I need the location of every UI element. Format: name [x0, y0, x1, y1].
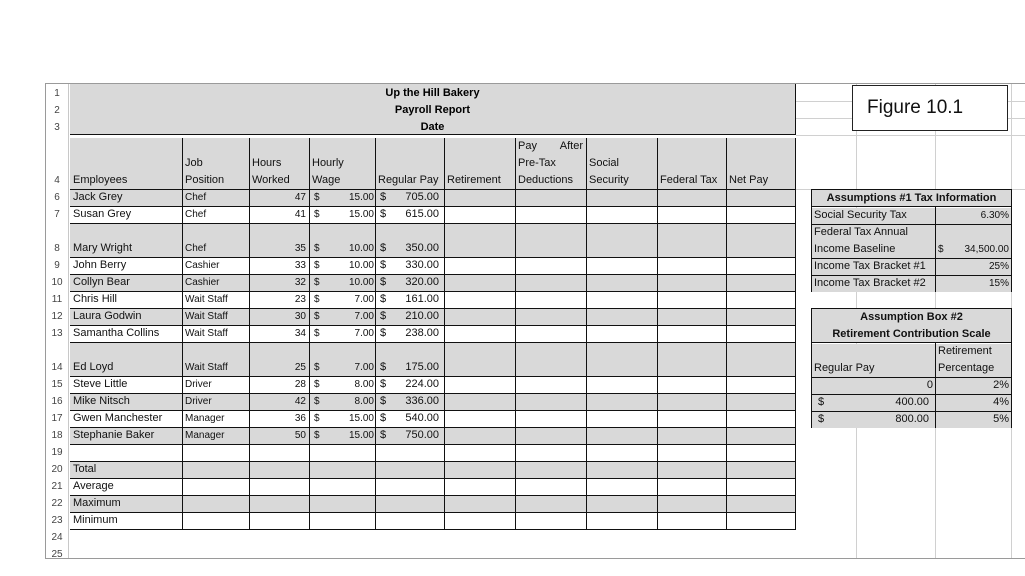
wage-currency: $ [314, 294, 320, 305]
employee-regular-pay[interactable]: 175.00 [405, 361, 439, 373]
employee-hours[interactable]: 41 [294, 209, 306, 220]
assumptions-tax-box [811, 189, 1012, 292]
grid-line [70, 495, 796, 496]
assumptions-retirement-box [811, 308, 1012, 428]
employee-position[interactable]: Driver [185, 379, 212, 390]
employee-regular-pay[interactable]: 336.00 [405, 395, 439, 407]
grid-line [70, 444, 796, 445]
employee-position[interactable]: Wait Staff [185, 328, 228, 339]
employee-name[interactable]: Samantha Collins [73, 327, 160, 339]
employee-hours[interactable]: 42 [294, 396, 306, 407]
wage-currency: $ [314, 379, 320, 390]
wage-currency: $ [314, 243, 320, 254]
employee-position[interactable]: Manager [185, 430, 225, 441]
employee-hours[interactable]: 35 [294, 243, 306, 254]
pay-currency: $ [380, 327, 387, 339]
grid-line [70, 427, 796, 428]
grid-line [795, 138, 796, 529]
grid-line [309, 138, 310, 529]
retirement-pct-1[interactable]: 4% [993, 396, 1009, 408]
retirement-col-pay: Regular Pay [814, 362, 875, 374]
employee-name[interactable]: Steve Little [73, 378, 128, 390]
employee-wage[interactable]: 10.00 [348, 277, 374, 288]
employee-wage[interactable]: 10.00 [348, 243, 374, 254]
wage-currency: $ [314, 209, 320, 220]
bracket2-value[interactable]: 15% [988, 278, 1009, 289]
bracket1-value[interactable]: 25% [988, 261, 1009, 272]
employee-hours[interactable]: 47 [294, 192, 306, 203]
grid-line [444, 138, 445, 529]
employee-regular-pay[interactable]: 540.00 [405, 412, 439, 424]
assumptions-retirement-title-2: Retirement Contribution Scale [832, 328, 991, 340]
row-number: 13 [51, 328, 63, 339]
grid-line [515, 138, 516, 529]
wage-currency: $ [314, 192, 320, 203]
row-number: 19 [51, 447, 63, 458]
retirement-currency-2: $ [818, 413, 825, 425]
row-number: 14 [51, 362, 63, 373]
bracket2-label: Income Tax Bracket #2 [814, 277, 926, 289]
wage-currency: $ [314, 311, 320, 322]
employee-regular-pay[interactable]: 224.00 [405, 378, 439, 390]
summary-label: Maximum [73, 497, 121, 509]
employee-name[interactable]: Ed Loyd [73, 361, 114, 373]
employee-wage[interactable]: 7.00 [354, 362, 374, 373]
summary-label: Minimum [73, 514, 118, 526]
grid-line [586, 138, 587, 529]
employee-name[interactable]: Mary Wright [73, 242, 133, 254]
employee-regular-pay[interactable]: 615.00 [405, 208, 439, 220]
employee-position[interactable]: Wait Staff [185, 311, 228, 322]
row-number: 1 [54, 88, 60, 99]
grid-line [70, 291, 796, 292]
row-number: 2 [54, 105, 60, 116]
pay-currency: $ [380, 242, 387, 254]
grid-line [249, 138, 250, 529]
grid-line [70, 257, 796, 258]
fed-tax-label-1: Federal Tax Annual [814, 226, 908, 238]
employee-hours[interactable]: 50 [294, 430, 306, 441]
grid-line [657, 138, 658, 529]
employee-wage[interactable]: 8.00 [354, 379, 374, 390]
row-number: 18 [51, 430, 63, 441]
assumptions-retirement-title-1: Assumption Box #2 [860, 311, 963, 323]
report-date-label: Date [420, 121, 445, 133]
grid-line [70, 410, 796, 411]
header-after-1b: After [559, 140, 583, 152]
fed-currency: $ [938, 244, 944, 255]
employee-wage[interactable]: 7.00 [354, 328, 374, 339]
employee-name[interactable]: Jack Grey [73, 191, 123, 203]
retirement-pay-2[interactable]: 800.00 [895, 413, 929, 425]
employee-hours[interactable]: 30 [294, 311, 306, 322]
employee-hours[interactable]: 23 [294, 294, 306, 305]
row-number: 7 [54, 209, 60, 220]
grid-line [375, 138, 376, 529]
grid-line [70, 325, 796, 326]
employee-wage[interactable]: 7.00 [354, 294, 374, 305]
employee-name[interactable]: Mike Nitsch [73, 395, 130, 407]
pay-currency: $ [380, 276, 387, 288]
retirement-pay-0[interactable]: 0 [926, 379, 933, 391]
row-number: 8 [54, 243, 60, 254]
employee-regular-pay[interactable]: 238.00 [405, 327, 439, 339]
retirement-currency-1: $ [818, 396, 825, 408]
header-hours-1: Hours [252, 157, 282, 169]
grid-line [70, 461, 796, 462]
employee-position[interactable]: Chef [185, 243, 207, 254]
row-number: 24 [51, 532, 63, 543]
grid-line [70, 376, 796, 377]
fed-tax-label-2: Income Baseline [814, 243, 896, 255]
employee-hours[interactable]: 28 [294, 379, 306, 390]
employee-name[interactable]: Laura Godwin [73, 310, 142, 322]
header-net-pay: Net Pay [729, 174, 769, 186]
wage-currency: $ [314, 413, 320, 424]
grid-line [70, 308, 796, 309]
wage-currency: $ [314, 328, 320, 339]
pay-currency: $ [380, 412, 387, 424]
header-wage-1: Hourly [312, 157, 344, 169]
header-job-1: Job [185, 157, 203, 169]
header-federal-tax: Federal Tax [660, 174, 718, 186]
grid-line [70, 189, 796, 190]
employee-regular-pay[interactable]: 330.00 [405, 259, 439, 271]
header-after-1: Pay [518, 140, 537, 152]
pay-currency: $ [380, 361, 387, 373]
wage-currency: $ [314, 362, 320, 373]
employee-hours[interactable]: 33 [294, 260, 306, 271]
employee-name[interactable]: Gwen Manchester [73, 412, 163, 424]
retirement-pct-2[interactable]: 5% [993, 413, 1009, 425]
employee-regular-pay[interactable]: 350.00 [405, 242, 439, 254]
employee-wage[interactable]: 15.00 [348, 430, 374, 441]
row-number: 17 [51, 413, 63, 424]
employee-position[interactable]: Wait Staff [185, 294, 228, 305]
company-name: Up the Hill Bakery [385, 87, 480, 99]
header-retirement: Retirement [447, 174, 501, 186]
employee-regular-pay[interactable]: 161.00 [405, 293, 439, 305]
retirement-col-pct-2: Percentage [938, 362, 995, 374]
retirement-col-pct-1: Retirement [938, 345, 992, 357]
row-number: 20 [51, 464, 63, 475]
employee-regular-pay[interactable]: 705.00 [405, 191, 439, 203]
row-number: 12 [51, 311, 63, 322]
payroll-table [70, 138, 797, 530]
employee-hours[interactable]: 25 [294, 362, 306, 373]
employee-position[interactable]: Cashier [185, 260, 220, 271]
employee-position[interactable]: Driver [185, 396, 212, 407]
grid-line [70, 274, 796, 275]
employee-regular-pay[interactable]: 210.00 [405, 310, 439, 322]
wage-currency: $ [314, 277, 320, 288]
row-header-divider [68, 84, 69, 558]
retirement-pct-0[interactable]: 2% [993, 379, 1009, 391]
header-ss-1: Social [589, 157, 619, 169]
gridline [796, 135, 1025, 136]
employee-position[interactable]: Cashier [185, 277, 220, 288]
header-employees: Employees [73, 174, 128, 186]
employee-wage[interactable]: 7.00 [354, 311, 374, 322]
employee-name[interactable]: Chris Hill [73, 293, 117, 305]
header-ss-2: Security [589, 174, 629, 186]
summary-label: Average [73, 480, 114, 492]
employee-name[interactable]: Collyn Bear [73, 276, 130, 288]
row-number: 23 [51, 515, 63, 526]
bracket1-label: Income Tax Bracket #1 [814, 260, 926, 272]
row-number: 4 [54, 175, 60, 186]
row-number: 11 [51, 294, 63, 305]
grid-line [70, 393, 796, 394]
employee-hours[interactable]: 32 [294, 277, 306, 288]
figure-label: Figure 10.1 [852, 85, 1008, 131]
header-job-2: Position [185, 174, 225, 186]
grid-line [70, 223, 796, 224]
title-band [70, 84, 796, 135]
employee-wage[interactable]: 10.00 [348, 260, 374, 271]
employee-name[interactable]: Stephanie Baker [73, 429, 155, 441]
header-hours-2: Worked [252, 174, 290, 186]
pay-currency: $ [380, 395, 387, 407]
pay-currency: $ [380, 293, 387, 305]
employee-regular-pay[interactable]: 320.00 [405, 276, 439, 288]
row-number: 3 [54, 122, 60, 133]
row-number: 22 [51, 498, 63, 509]
employee-name[interactable]: Susan Grey [73, 208, 132, 220]
grid-line [70, 512, 796, 513]
report-title: Payroll Report [394, 104, 471, 116]
fed-baseline-value[interactable]: 34,500.00 [964, 244, 1009, 255]
employee-position[interactable]: Chef [185, 192, 207, 203]
pay-currency: $ [380, 429, 387, 441]
row-number: 21 [51, 481, 63, 492]
employee-hours[interactable]: 36 [294, 413, 306, 424]
row-number: 9 [54, 260, 60, 271]
pay-currency: $ [380, 259, 387, 271]
header-after-3: Deductions [518, 174, 574, 186]
grid-line [70, 478, 796, 479]
grid-line [70, 206, 796, 207]
header-wage-2: Wage [312, 174, 341, 186]
header-after-2: Pre-Tax [518, 157, 556, 169]
summary-label: Total [73, 463, 97, 475]
employee-wage[interactable]: 8.00 [354, 396, 374, 407]
grid-line [70, 342, 796, 343]
grid-line [70, 529, 796, 530]
employee-wage[interactable]: 15.00 [348, 413, 374, 424]
employee-hours[interactable]: 34 [294, 328, 306, 339]
row-number: 6 [54, 192, 60, 203]
employee-name[interactable]: John Berry [73, 259, 127, 271]
row-number: 25 [51, 549, 63, 560]
spreadsheet [45, 83, 1025, 559]
row-number: 10 [51, 277, 63, 288]
employee-wage[interactable]: 15.00 [348, 192, 374, 203]
employee-position[interactable]: Wait Staff [185, 362, 228, 373]
employee-position[interactable]: Manager [185, 413, 225, 424]
grid-line [726, 138, 727, 529]
pay-currency: $ [380, 208, 387, 220]
employee-regular-pay[interactable]: 750.00 [405, 429, 439, 441]
grid-line [182, 138, 183, 189]
ss-tax-value[interactable]: 6.30% [980, 210, 1009, 221]
wage-currency: $ [314, 430, 320, 441]
employee-position[interactable]: Chef [185, 209, 207, 220]
pay-currency: $ [380, 191, 387, 203]
pay-currency: $ [380, 310, 387, 322]
header-regular-pay: Regular Pay [378, 174, 439, 186]
retirement-pay-1[interactable]: 400.00 [895, 396, 929, 408]
wage-currency: $ [314, 260, 320, 271]
row-number: 16 [51, 396, 63, 407]
employee-wage[interactable]: 15.00 [348, 209, 374, 220]
pay-currency: $ [380, 378, 387, 390]
wage-currency: $ [314, 396, 320, 407]
ss-tax-label: Social Security Tax [814, 209, 907, 221]
assumptions-tax-title: Assumptions #1 Tax Information [826, 192, 997, 204]
row-number: 15 [51, 379, 63, 390]
